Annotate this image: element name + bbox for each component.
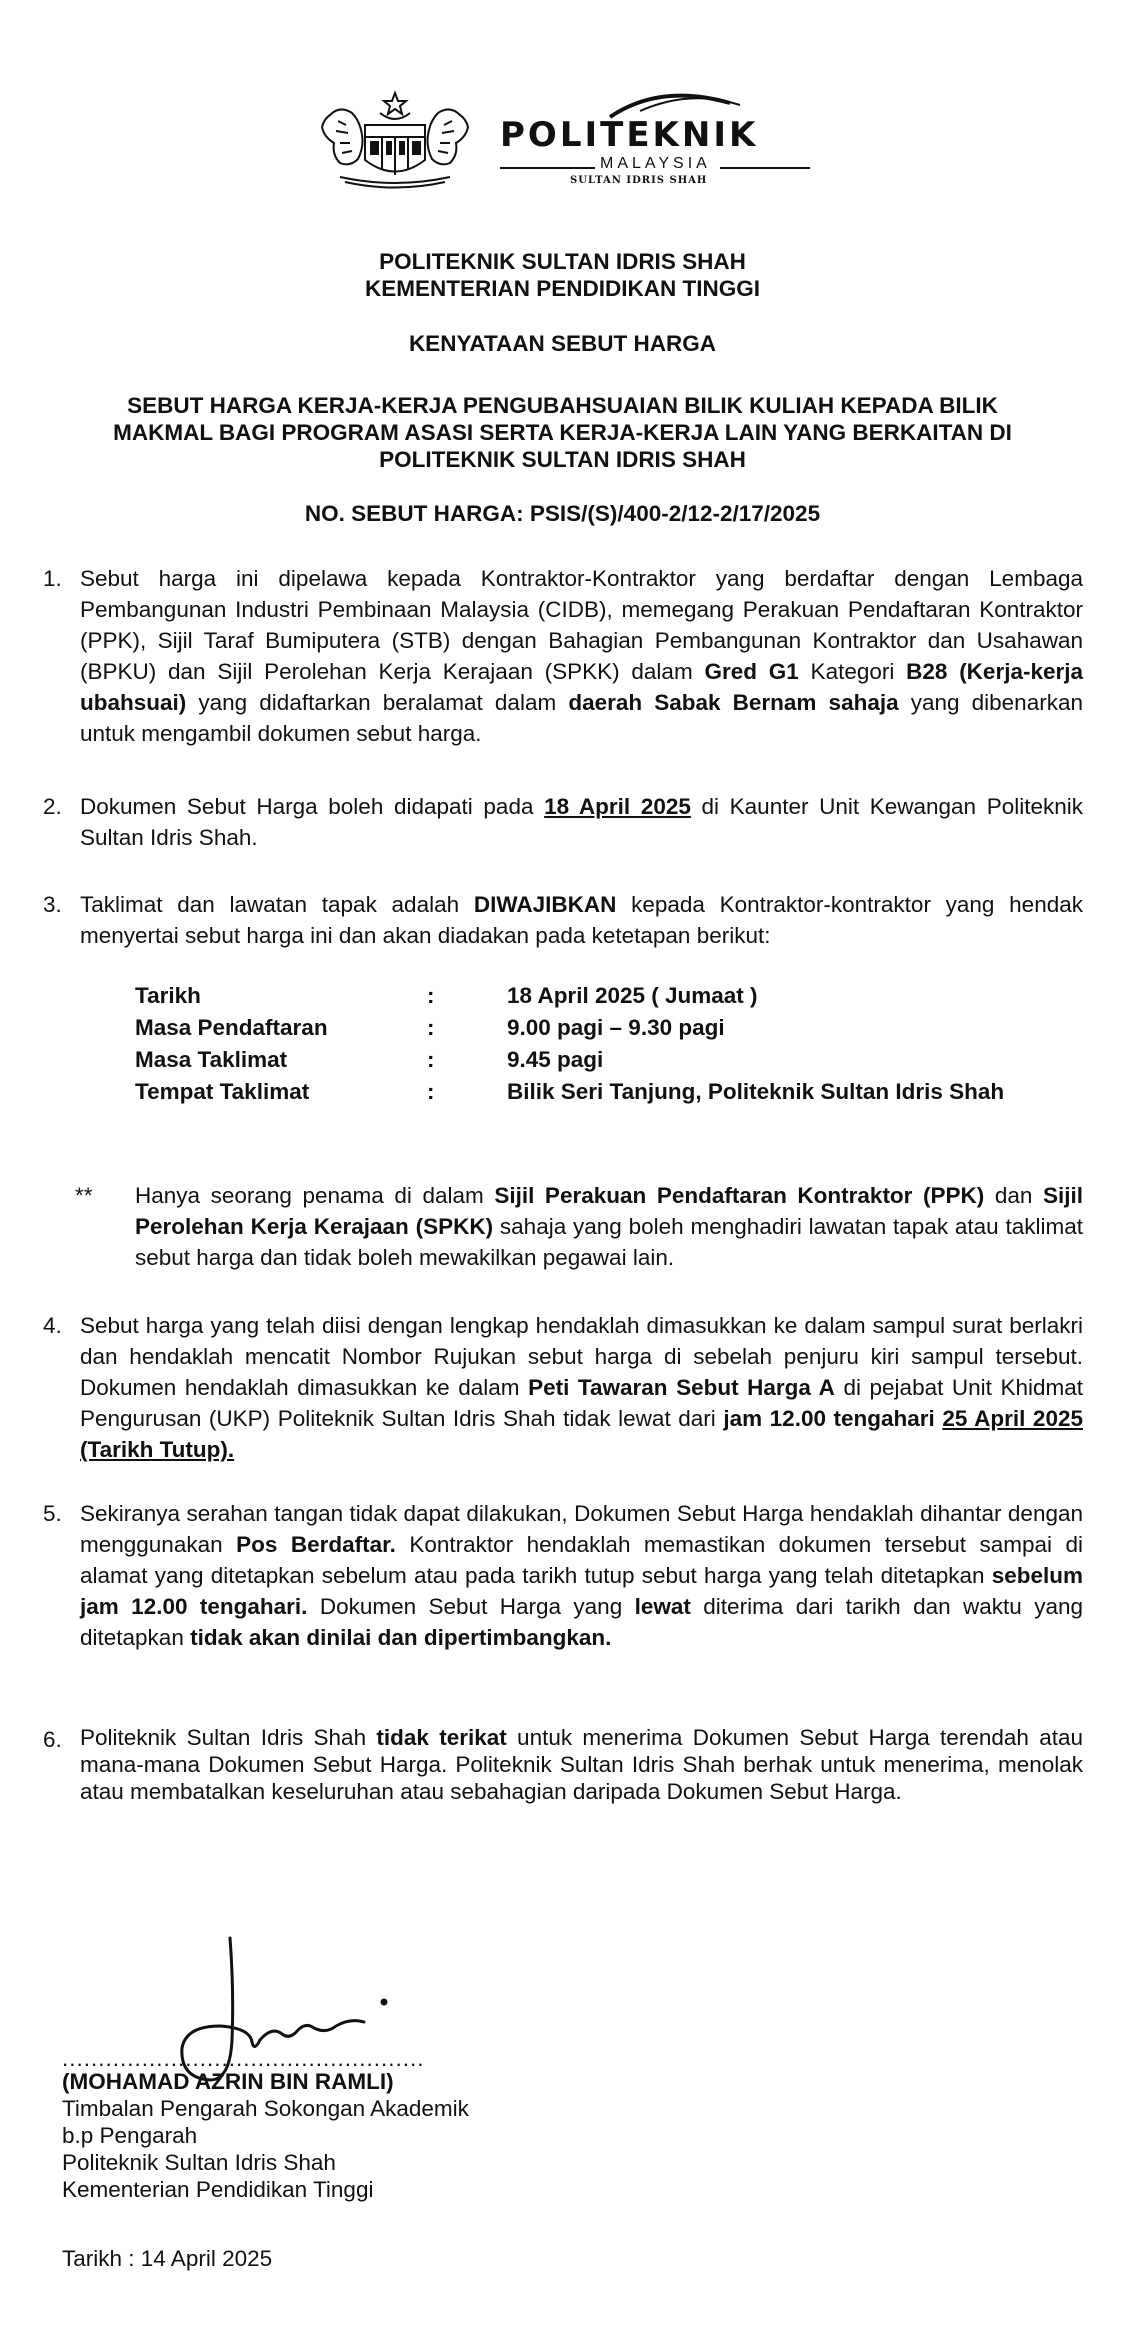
logo-campus-text: SULTAN IDRIS SHAH — [570, 175, 708, 186]
schedule-value: 18 April 2025 ( Jumaat ) — [507, 983, 758, 1008]
signatory-ministry: Kementerian Pendidikan Tinggi — [62, 2177, 374, 2202]
p3-text-1: Taklimat dan lawatan tapak adalah — [80, 892, 474, 917]
institution-heading: POLITEKNIK SULTAN IDRIS SHAH — [379, 249, 746, 274]
schedule-separator: : — [427, 983, 435, 1008]
note-bold-spkk: Sijil Perolehan Kerja Kerajaan (SPKK) — [135, 1183, 1083, 1239]
schedule-value: Bilik Seri Tanjung, Politeknik Sultan Idris Shah — [507, 1079, 1005, 1104]
logo-brand-text: POLITEKNIK — [500, 115, 759, 155]
schedule-separator: : — [427, 1047, 435, 1072]
schedule-label: Masa Taklimat — [135, 1047, 288, 1072]
p3-text-2: kepada Kontraktor-kontraktor yang hendak menyertai sebut harga ini dan akan diadakan pada ketetapan berikut: — [80, 892, 1083, 948]
p5-bold-not-considered: tidak akan dinilai dan dipertimbangkan. — [190, 1625, 612, 1650]
reference-number: NO. SEBUT HARGA: PSIS/(S)/400-2/12-2/17/2025 — [304, 501, 821, 526]
paragraph-4 — [80, 1310, 1083, 1465]
p6-text-1: Politeknik Sultan Idris Shah — [80, 1725, 377, 1750]
p4-text-2: di pejabat Unit Khidmat Pengurusan (UKP) Politeknik Sultan Idris Shah tidak lewat dari — [80, 1375, 1084, 1431]
schedule-label: Tarikh — [135, 983, 201, 1008]
coat-of-arms-icon — [310, 85, 480, 190]
subject-line-3: POLITEKNIK SULTAN IDRIS SHAH — [379, 447, 746, 472]
p5-bold-deadline: sebelum jam 12.00 tengahari. — [80, 1563, 1083, 1619]
signature-dots: .................................................. — [62, 2046, 425, 2071]
ministry-heading: KEMENTERIAN PENDIDIKAN TINGGI — [364, 276, 760, 301]
p1-text-2: Kategori — [798, 659, 907, 684]
p4-closing-date: 25 April 2025 (Tarikh Tutup). — [80, 1406, 1083, 1462]
p5-bold-post: Pos Berdaftar. — [236, 1532, 396, 1557]
p5-text-3: Dokumen Sebut Harga yang — [307, 1594, 635, 1619]
signatory-behalf: b.p Pengarah — [62, 2123, 198, 2148]
subject-line-1: SEBUT HARGA KERJA-KERJA PENGUBAHSUAIAN BILIK KULIAH KEPADA BILIK — [127, 393, 998, 418]
note-text-2: dan — [984, 1183, 1043, 1208]
p1-bold-district: daerah Sabak Bernam sahaja — [568, 690, 899, 715]
note-marker: ** — [75, 1183, 93, 1208]
note-text-1: Hanya seorang penama di dalam — [135, 1183, 495, 1208]
paragraph-2-number: 2. — [43, 794, 62, 819]
logo-country-text: MALAYSIA — [600, 155, 711, 172]
schedule-separator: : — [427, 1079, 435, 1104]
p5-text-2: Kontraktor hendaklah memastikan dokumen tersebut sampai di alamat yang ditetapkan sebelum atau pada tarikh tutup sebut harga yang telah ditetapkan — [80, 1532, 1083, 1588]
p4-bold-time: jam 12.00 tengahari — [723, 1406, 935, 1431]
p1-bold-category: B28 (Kerja-kerja ubahsuai) — [80, 659, 1084, 715]
p5-bold-late: lewat — [634, 1594, 691, 1619]
p4-bold-box: Peti Tawaran Sebut Harga A — [528, 1375, 835, 1400]
p1-text-1: Sebut harga ini dipelawa kepada Kontraktor-Kontraktor yang berdaftar dengan Lembaga Pembangunan Industri Pembinaan Malaysia (CIDB), memegang Perakuan Pendaftaran Kontraktor (PPK), Sijil Taraf Bumiputera (STB) dengan Bahagian Pembangunan Kontraktor dan Usahawan (BPKU) dan Sijil Perolehan Kerja Kerajaan (SPKK) dalam — [80, 566, 1083, 684]
p2-document-date: 18 April 2025 — [544, 794, 691, 819]
p2-text-2: di Kaunter Unit Kewangan Politeknik Sultan Idris Shah. — [80, 794, 1084, 850]
p6-bold-not-bound: tidak terikat — [376, 1725, 507, 1750]
paragraph-2 — [80, 791, 1083, 853]
schedule-label: Masa Pendaftaran — [135, 1015, 328, 1040]
note-text-3: sahaja yang boleh menghadiri lawatan tapak atau taklimat sebut harga dan tidak boleh mewakilkan pegawai lain. — [135, 1214, 1084, 1270]
paragraph-5 — [80, 1498, 1083, 1653]
p6-text-2: untuk menerima Dokumen Sebut Harga terendah atau mana-mana Dokumen Sebut Harga. Politeknik Sultan Idris Shah berhak untuk menerima, menolak atau membatalkan keseluruhan atau sebahagian daripada Dokumen Sebut Harga. — [80, 1725, 1083, 1804]
document-date: Tarikh : 14 April 2025 — [62, 2246, 273, 2271]
schedule-value: 9.45 pagi — [507, 1047, 604, 1072]
p5-text-4: diterima dari tarikh dan waktu yang ditetapkan — [80, 1594, 1083, 1650]
paragraph-6-number: 6. — [43, 1727, 62, 1752]
letterhead-logo — [310, 85, 810, 195]
paragraph-6 — [80, 1724, 1083, 1805]
p2-text-1: Dokumen Sebut Harga boleh didapati pada — [80, 794, 545, 819]
subject-line-2: MAKMAL BAGI PROGRAM ASASI SERTA KERJA-KERJA LAIN YANG BERKAITAN DI — [113, 420, 1012, 445]
p3-bold-mandatory: DIWAJIBKAN — [473, 892, 617, 917]
logo-rule-left — [500, 167, 595, 169]
paragraph-3 — [80, 889, 1083, 951]
schedule-label: Tempat Taklimat — [135, 1079, 310, 1104]
signatory-name: (MOHAMAD AZRIN BIN RAMLI) — [62, 2069, 394, 2094]
note-bold-ppk: Sijil Perakuan Pendaftaran Kontraktor (PPK) — [494, 1183, 985, 1208]
paragraph-3-number: 3. — [43, 892, 62, 917]
signatory-position: Timbalan Pengarah Sokongan Akademik — [62, 2096, 469, 2121]
logo-rule-right — [720, 167, 810, 169]
paragraph-5-number: 5. — [43, 1501, 62, 1526]
p4-text-1: Sebut harga yang telah diisi dengan lengkap hendaklah dimasukkan ke dalam sampul surat berlakri dan hendaklah mencatit Nombor Rujukan sebut harga di sebelah penjuru kiri sampul tersebut. Dokumen hendaklah dimasukkan ke dalam — [80, 1313, 1083, 1400]
paragraph-1-number: 1. — [43, 566, 62, 591]
attendance-note — [135, 1180, 1083, 1273]
paragraph-4-number: 4. — [43, 1313, 62, 1338]
p5-text-1: Sekiranya serahan tangan tidak dapat dilakukan, Dokumen Sebut Harga hendaklah dihantar dengan menggunakan — [80, 1501, 1083, 1557]
signatory-institution: Politeknik Sultan Idris Shah — [62, 2150, 336, 2175]
p1-text-3: yang didaftarkan beralamat dalam — [186, 690, 569, 715]
p1-bold-grade: Gred G1 — [704, 659, 799, 684]
paragraph-1 — [80, 563, 1083, 749]
schedule-value: 9.00 pagi – 9.30 pagi — [507, 1015, 725, 1040]
p1-text-4: yang dibenarkan untuk mengambil dokumen sebut harga. — [80, 690, 1083, 746]
notice-title: KENYATAAN SEBUT HARGA — [408, 331, 717, 356]
schedule-separator: : — [427, 1015, 435, 1040]
